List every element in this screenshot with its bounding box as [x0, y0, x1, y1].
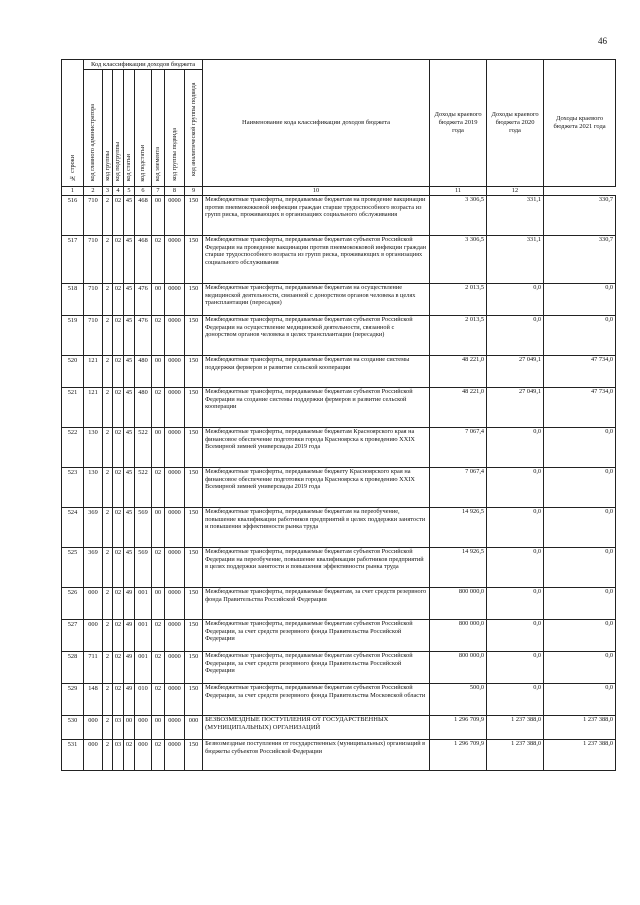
- row-number-cell: 522: [62, 427, 84, 467]
- income-value-2021: 47 734,0: [544, 355, 616, 387]
- code-cell: 0000: [165, 315, 185, 355]
- code-cell: 710: [84, 283, 103, 315]
- income-value-2020: 0,0: [487, 283, 544, 315]
- code-cell: 150: [185, 547, 203, 587]
- code-cell: 369: [84, 507, 103, 547]
- code-cell: 2: [103, 387, 113, 427]
- code-cell: 150: [185, 619, 203, 651]
- income-name-cell: Межбюджетные трансферты, передаваемые бюджетам на переобучение, повышение квалификации работников предприятий в целях поддержки занятости и повышения эффективности рынка труда: [203, 507, 430, 547]
- code-cell: 711: [84, 651, 103, 683]
- header-row-number: № строки: [62, 60, 84, 187]
- code-cell: 00: [152, 715, 165, 739]
- income-value-2020: 1 237 388,0: [487, 715, 544, 739]
- row-number-cell: 528: [62, 651, 84, 683]
- row-number-cell: 520: [62, 355, 84, 387]
- code-cell: 45: [124, 467, 135, 507]
- header-code-element: код элемента: [152, 70, 165, 187]
- income-value-2019: 1 296 709,9: [430, 739, 487, 770]
- column-number: 6: [135, 187, 152, 196]
- code-cell: 02: [113, 387, 124, 427]
- code-cell: 02: [152, 315, 165, 355]
- table-row: [62, 235, 616, 283]
- header-code-analytic-group: код аналитической группы подвида: [185, 70, 203, 187]
- row-number-cell: 525: [62, 547, 84, 587]
- code-cell: 569: [135, 507, 152, 547]
- table-row: [62, 683, 616, 715]
- column-number: 5: [124, 187, 135, 196]
- budget-income-table: [61, 59, 616, 771]
- code-cell: 02: [152, 683, 165, 715]
- code-cell: 0000: [165, 739, 185, 770]
- income-value-2019: 3 306,5: [430, 235, 487, 283]
- row-number-cell: 518: [62, 283, 84, 315]
- income-value-2019: 2 013,5: [430, 315, 487, 355]
- code-cell: 03: [113, 715, 124, 739]
- income-value-2021: 1 237 388,0: [544, 715, 616, 739]
- code-cell: 45: [124, 387, 135, 427]
- code-cell: 150: [185, 315, 203, 355]
- table-row: [62, 315, 616, 355]
- income-value-2020: 0,0: [487, 547, 544, 587]
- code-cell: 0000: [165, 235, 185, 283]
- income-name-cell: Межбюджетные трансферты, передаваемые бюджетам на проведение вакцинации против пневмококковой инфекции граждан старше трудоспособного возраста из групп риска, проживающих в организациях социального обслуживания: [203, 195, 430, 235]
- code-cell: 000: [135, 739, 152, 770]
- income-name-cell: Межбюджетные трансферты, передаваемые бюджетам субъектов Российской Федерации на создание системы поддержки фермеров и развитие сельской кооперации: [203, 387, 430, 427]
- table-row: [62, 467, 616, 507]
- income-name-cell: Безвозмездные поступления от государственных (муниципальных) организаций в бюджеты субъектов Российской Федерации: [203, 739, 430, 770]
- income-name-cell: Межбюджетные трансферты, передаваемые бюджетам Красноярского края на финансовое обеспечение подготовки города Красноярска к проведению XXIX Всемирной зимней универсиады 2019 года: [203, 427, 430, 467]
- column-number: 9: [185, 187, 203, 196]
- income-value-2020: 1 237 388,0: [487, 739, 544, 770]
- income-value-2019: 500,0: [430, 683, 487, 715]
- income-value-2020: 0,0: [487, 683, 544, 715]
- header-code-subarticle: код подстатьи: [135, 70, 152, 187]
- row-number-cell: 521: [62, 387, 84, 427]
- code-cell: 02: [152, 547, 165, 587]
- income-value-2019: 7 067,4: [430, 467, 487, 507]
- column-number: 7: [152, 187, 165, 196]
- code-cell: 2: [103, 619, 113, 651]
- header-classification-group: Код классификации доходов бюджета: [84, 60, 203, 70]
- code-cell: 710: [84, 195, 103, 235]
- income-value-2020: 0,0: [487, 651, 544, 683]
- code-cell: 2: [103, 235, 113, 283]
- code-cell: 02: [113, 467, 124, 507]
- code-cell: 0000: [165, 427, 185, 467]
- row-number-cell: 516: [62, 195, 84, 235]
- code-cell: 00: [152, 283, 165, 315]
- income-value-2021: 0,0: [544, 619, 616, 651]
- income-value-2021: 47 734,0: [544, 387, 616, 427]
- code-cell: 02: [152, 387, 165, 427]
- code-cell: 468: [135, 235, 152, 283]
- code-cell: 49: [124, 587, 135, 619]
- table-row: [62, 507, 616, 547]
- code-cell: 2: [103, 651, 113, 683]
- code-cell: 2: [103, 195, 113, 235]
- code-cell: 2: [103, 427, 113, 467]
- column-number: 4: [113, 187, 124, 196]
- code-cell: 2: [103, 355, 113, 387]
- code-cell: 476: [135, 283, 152, 315]
- header-code-subgroup: код подгруппы: [113, 70, 124, 187]
- code-cell: 2: [103, 715, 113, 739]
- row-number-cell: 531: [62, 739, 84, 770]
- income-value-2019: 800 000,0: [430, 587, 487, 619]
- column-number: 8: [165, 187, 185, 196]
- code-cell: 000: [185, 715, 203, 739]
- column-number: 3: [103, 187, 113, 196]
- code-cell: 710: [84, 315, 103, 355]
- code-cell: 02: [152, 739, 165, 770]
- column-number: 11: [430, 187, 487, 196]
- code-cell: 148: [84, 683, 103, 715]
- income-value-2019: 48 221,0: [430, 355, 487, 387]
- row-number-cell: 523: [62, 467, 84, 507]
- code-cell: 02: [113, 315, 124, 355]
- code-cell: 02: [113, 507, 124, 547]
- row-number-cell: 526: [62, 587, 84, 619]
- code-cell: 02: [113, 619, 124, 651]
- code-cell: 000: [84, 587, 103, 619]
- code-cell: 2: [103, 683, 113, 715]
- code-cell: 02: [113, 355, 124, 387]
- header-income-2021: Доходы краевого бюджета 2021 года: [544, 60, 616, 187]
- row-number-cell: 530: [62, 715, 84, 739]
- code-cell: 45: [124, 315, 135, 355]
- code-cell: 480: [135, 387, 152, 427]
- income-value-2019: 14 926,5: [430, 507, 487, 547]
- code-cell: 45: [124, 355, 135, 387]
- table-row: [62, 355, 616, 387]
- income-value-2020: 0,0: [487, 507, 544, 547]
- code-cell: 010: [135, 683, 152, 715]
- code-cell: 150: [185, 387, 203, 427]
- income-value-2020: 0,0: [487, 315, 544, 355]
- code-cell: 2: [103, 547, 113, 587]
- code-cell: 00: [152, 427, 165, 467]
- code-cell: 00: [124, 715, 135, 739]
- code-cell: 0000: [165, 387, 185, 427]
- income-value-2021: 0,0: [544, 427, 616, 467]
- code-cell: 02: [124, 739, 135, 770]
- code-cell: 480: [135, 355, 152, 387]
- row-number-cell: 519: [62, 315, 84, 355]
- income-name-cell: Межбюджетные трансферты, передаваемые бюджету Красноярского края на финансовое обеспечение подготовки города Красноярска к проведению XXIX Всемирной зимней универсиады 2019 года: [203, 467, 430, 507]
- income-name-cell: Межбюджетные трансферты, передаваемые бюджетам субъектов Российской Федерации, за счет средств резервного фонда Правительства Российской Федерации: [203, 619, 430, 651]
- income-value-2019: 800 000,0: [430, 651, 487, 683]
- code-cell: 522: [135, 427, 152, 467]
- code-cell: 02: [113, 427, 124, 467]
- table-body: [62, 187, 616, 771]
- table-row: [62, 387, 616, 427]
- code-cell: 150: [185, 651, 203, 683]
- table-row: [62, 619, 616, 651]
- code-cell: 001: [135, 587, 152, 619]
- code-cell: 45: [124, 547, 135, 587]
- income-value-2021: 0,0: [544, 651, 616, 683]
- income-value-2021: 0,0: [544, 467, 616, 507]
- code-cell: 00: [152, 355, 165, 387]
- code-cell: 150: [185, 739, 203, 770]
- income-value-2019: 7 067,4: [430, 427, 487, 467]
- income-value-2021: 0,0: [544, 507, 616, 547]
- code-cell: 49: [124, 683, 135, 715]
- income-value-2021: 1 237 388,0: [544, 739, 616, 770]
- code-cell: 121: [84, 355, 103, 387]
- code-cell: 02: [113, 547, 124, 587]
- income-value-2020: 0,0: [487, 619, 544, 651]
- code-cell: 150: [185, 283, 203, 315]
- income-value-2019: 3 306,5: [430, 195, 487, 235]
- income-value-2021: 330,7: [544, 195, 616, 235]
- code-cell: 2: [103, 315, 113, 355]
- code-cell: 0000: [165, 283, 185, 315]
- code-cell: 001: [135, 651, 152, 683]
- code-cell: 45: [124, 283, 135, 315]
- code-cell: 49: [124, 619, 135, 651]
- code-cell: 150: [185, 467, 203, 507]
- code-cell: 0000: [165, 715, 185, 739]
- code-cell: 49: [124, 651, 135, 683]
- code-cell: 45: [124, 507, 135, 547]
- code-cell: 02: [113, 235, 124, 283]
- code-cell: 00: [152, 587, 165, 619]
- code-cell: 150: [185, 427, 203, 467]
- row-number-cell: 529: [62, 683, 84, 715]
- code-cell: 02: [152, 619, 165, 651]
- code-cell: 02: [152, 467, 165, 507]
- header-code-admin: код главного администратора: [84, 70, 103, 187]
- income-name-cell: БЕЗВОЗМЕЗДНЫЕ ПОСТУПЛЕНИЯ ОТ ГОСУДАРСТВЕННЫХ (МУНИЦИПАЛЬНЫХ) ОРГАНИЗАЦИЙ: [203, 715, 430, 739]
- income-name-cell: Межбюджетные трансферты, передаваемые бюджетам субъектов Российской Федерации на проведение вакцинации против пневмококковой инфекции граждан старше трудоспособного возраста из групп риска, проживающих в организациях социального обслуживания: [203, 235, 430, 283]
- header-income-2019: Доходы краевого бюджета 2019 года: [430, 60, 487, 187]
- code-cell: 02: [152, 651, 165, 683]
- code-cell: 0000: [165, 547, 185, 587]
- code-cell: 710: [84, 235, 103, 283]
- code-cell: 522: [135, 467, 152, 507]
- code-cell: 000: [84, 739, 103, 770]
- income-value-2021: 0,0: [544, 547, 616, 587]
- code-cell: 0000: [165, 651, 185, 683]
- code-cell: 150: [185, 195, 203, 235]
- code-cell: 00: [152, 507, 165, 547]
- column-number: 10: [203, 187, 430, 196]
- income-name-cell: Межбюджетные трансферты, передаваемые бюджетам, за счет средств резервного фонда Правительства Российской Федерации: [203, 587, 430, 619]
- income-value-2019: 800 000,0: [430, 619, 487, 651]
- header-code-article: код статьи: [124, 70, 135, 187]
- income-name-cell: Межбюджетные трансферты, передаваемые бюджетам на осуществление медицинской деятельности, связанной с донорством органов человека в целях трансплантации (пересадки): [203, 283, 430, 315]
- code-cell: 476: [135, 315, 152, 355]
- income-value-2019: 2 013,5: [430, 283, 487, 315]
- table-row: [62, 651, 616, 683]
- income-value-2021: 0,0: [544, 283, 616, 315]
- income-value-2020: 0,0: [487, 467, 544, 507]
- income-value-2019: 48 221,0: [430, 387, 487, 427]
- income-value-2020: 27 049,1: [487, 355, 544, 387]
- column-number: 1: [62, 187, 84, 196]
- column-number: 12: [487, 187, 544, 196]
- column-number-row: [62, 187, 616, 196]
- code-cell: 02: [152, 235, 165, 283]
- code-cell: 000: [84, 715, 103, 739]
- header-income-2020: Доходы краевого бюджета 2020 года: [487, 60, 544, 187]
- code-cell: 468: [135, 195, 152, 235]
- code-cell: 02: [113, 587, 124, 619]
- income-name-cell: Межбюджетные трансферты, передаваемые бюджетам субъектов Российской Федерации, за счет средств резервного фонда Правительства Московской области: [203, 683, 430, 715]
- table-row: [62, 739, 616, 770]
- table-row: [62, 547, 616, 587]
- code-cell: 001: [135, 619, 152, 651]
- table-row: [62, 195, 616, 235]
- row-number-cell: 517: [62, 235, 84, 283]
- code-cell: 150: [185, 507, 203, 547]
- column-number: 2: [84, 187, 103, 196]
- income-value-2019: 1 296 709,9: [430, 715, 487, 739]
- table-row: [62, 587, 616, 619]
- income-value-2021: 0,0: [544, 683, 616, 715]
- income-name-cell: Межбюджетные трансферты, передаваемые бюджетам субъектов Российской Федерации на осуществление медицинской деятельности, связанной с донорством органов человека в целях трансплантации (пересадки): [203, 315, 430, 355]
- table-row: [62, 427, 616, 467]
- income-name-cell: Межбюджетные трансферты, передаваемые бюджетам на создание системы поддержки фермеров и развитие сельской кооперации: [203, 355, 430, 387]
- code-cell: 000: [135, 715, 152, 739]
- income-name-cell: Межбюджетные трансферты, передаваемые бюджетам субъектов Российской Федерации, за счет средств резервного фонда Правительства Российской Федерации: [203, 651, 430, 683]
- code-cell: 45: [124, 235, 135, 283]
- code-cell: 02: [113, 651, 124, 683]
- code-cell: 150: [185, 683, 203, 715]
- header-code-subtype-group: код группы подвида: [165, 70, 185, 187]
- code-cell: 2: [103, 739, 113, 770]
- code-cell: 0000: [165, 467, 185, 507]
- income-value-2020: 0,0: [487, 427, 544, 467]
- code-cell: 03: [113, 739, 124, 770]
- code-cell: 0000: [165, 195, 185, 235]
- code-cell: 2: [103, 507, 113, 547]
- code-cell: 121: [84, 387, 103, 427]
- income-value-2020: 27 049,1: [487, 387, 544, 427]
- income-name-cell: Межбюджетные трансферты, передаваемые бюджетам субъектов Российской Федерации на переобучение, повышение квалификации работников предприятий в целях поддержки занятости и повышения эффективности рынка труда: [203, 547, 430, 587]
- code-cell: 0000: [165, 587, 185, 619]
- code-cell: 0000: [165, 619, 185, 651]
- income-value-2020: 331,1: [487, 235, 544, 283]
- code-cell: 130: [84, 467, 103, 507]
- income-value-2019: 14 926,5: [430, 547, 487, 587]
- code-cell: 02: [113, 195, 124, 235]
- code-cell: 150: [185, 235, 203, 283]
- code-cell: 2: [103, 587, 113, 619]
- code-cell: 369: [84, 547, 103, 587]
- code-cell: 2: [103, 467, 113, 507]
- income-value-2021: 0,0: [544, 315, 616, 355]
- income-value-2020: 331,1: [487, 195, 544, 235]
- code-cell: 2: [103, 283, 113, 315]
- table-row: [62, 283, 616, 315]
- page-number: 46: [598, 36, 607, 46]
- income-value-2021: 330,7: [544, 235, 616, 283]
- code-cell: 000: [84, 619, 103, 651]
- code-cell: 569: [135, 547, 152, 587]
- code-cell: 0000: [165, 683, 185, 715]
- code-cell: 0000: [165, 355, 185, 387]
- code-cell: 150: [185, 355, 203, 387]
- code-cell: 45: [124, 195, 135, 235]
- header-code-group: код группы: [103, 70, 113, 187]
- code-cell: 02: [113, 283, 124, 315]
- table-row: [62, 715, 616, 739]
- code-cell: 0000: [165, 507, 185, 547]
- code-cell: 150: [185, 587, 203, 619]
- code-cell: 130: [84, 427, 103, 467]
- code-cell: 00: [152, 195, 165, 235]
- income-value-2020: 0,0: [487, 587, 544, 619]
- row-number-cell: 527: [62, 619, 84, 651]
- row-number-cell: 524: [62, 507, 84, 547]
- header-name: Наименование кода классификации доходов бюджета: [203, 60, 430, 187]
- income-value-2021: 0,0: [544, 587, 616, 619]
- code-cell: 02: [113, 683, 124, 715]
- code-cell: 45: [124, 427, 135, 467]
